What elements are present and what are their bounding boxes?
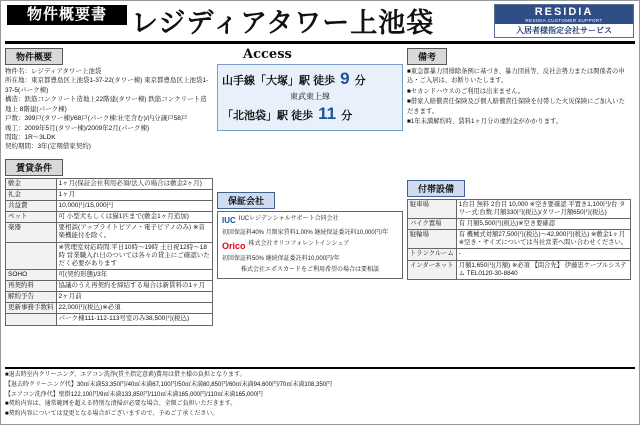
middle-column bbox=[217, 47, 403, 326]
document-header bbox=[1, 1, 639, 41]
walk-minutes: 11 bbox=[318, 104, 337, 123]
residia-logo bbox=[494, 4, 634, 38]
table-row: 更新事務手数料 22,000円(税込)※必須 bbox=[6, 303, 213, 314]
section-heading-remarks: 備考 bbox=[407, 48, 447, 65]
list-item: ■契約内容については変更となる場合がございますので、予めご了承ください。 bbox=[5, 411, 219, 418]
logo-brand: RESIDIA bbox=[534, 6, 594, 18]
access-row: 山手線「大塚」駅 徒歩 9 分 bbox=[222, 69, 366, 88]
table-row: 楽器 要相談(アップライトピアノ・電子ピアノのみ) ※音楽機能付を除く。 bbox=[6, 223, 213, 242]
guarantee-terms: 初回保証料40% 月額家賃料1.00% 継続保証委託料10,000円/年 bbox=[222, 229, 389, 236]
section-heading-outline: 物件概要 bbox=[5, 48, 63, 65]
list-item: ■退去時室内クリーニング、エアコン洗浄(賃主指定意素)費用は借主様の負担となります。 bbox=[5, 372, 246, 379]
table-row: 再契約料 協議のうえ再契約を締結する場合は新賃料の1ヶ月 bbox=[6, 281, 213, 292]
table-row: 礼金 1ヶ月 bbox=[6, 189, 213, 200]
list-item: ■セカンドハウスのご利用は出来ません。 bbox=[407, 87, 525, 95]
table-row: 解約予告 2ヶ月前 bbox=[6, 292, 213, 303]
guarantee-box bbox=[217, 211, 403, 279]
logo-service-label: 入居者様指定会社サービス bbox=[495, 24, 633, 37]
section-heading-guarantee: 保証会社 bbox=[217, 192, 275, 209]
list-item: 【退去時クリーニング代】30㎡未満53,350円/40㎡未満67,100円/50㎡未満80,850円/60㎡未満94,600円/70㎡未満108,350円 bbox=[5, 381, 333, 388]
list-item: ■1年未満解約時、賃料1ヶ月分の違約金がかかります。 bbox=[407, 118, 563, 126]
guarantee-entry: IUC IUCレジデンシャルサポート合同会社 bbox=[222, 216, 339, 225]
access-row: 「北池袋」駅 徒歩 11 分 bbox=[222, 104, 353, 123]
table-row: 駐輪場 有 機械式対額27,500円(税込)～42,900円(税込) ※敷金1ヶ月 ※空き・サイズについては当社営業へ問い合わせください。 bbox=[408, 230, 631, 249]
orico-logo: Orico bbox=[222, 241, 246, 252]
outline-row: 物件名：レジディアタワー上池袋 bbox=[5, 68, 102, 75]
table-row: 駐車場 1台目 無料 2台目 10,000 ※空き要確認 平置き1,100円/台 タワー式:台数:月額330円(税込)/タワー月額650円(税込) bbox=[408, 199, 631, 218]
section-heading-fees: 賃貸条件 bbox=[5, 159, 63, 176]
outline-list bbox=[5, 67, 213, 152]
table-row: ※管理室対応時間:平日10時～19時 土日祝12時～18時 営業職入れ日のついては各々の貸主にご確認いただく必要があります bbox=[6, 242, 213, 269]
footer-divider bbox=[5, 367, 635, 369]
table-row: インターネット 月額1,650円(月額) ※必須 【問合先】 伊藤忠ケーブルシステム TEL0120-30-8840 bbox=[408, 260, 631, 279]
guarantee-note: 株式会社エポスカードをご利用希望の場合は要相談 bbox=[240, 267, 379, 274]
outline-row: 契約期間：3年(定期借家契約) bbox=[5, 143, 91, 151]
outline-row: 間取：1R～3LDK bbox=[5, 133, 56, 141]
logo-subtitle: RESIDIA CUSTOMER SUPPORT bbox=[525, 18, 603, 23]
walk-minutes: 9 bbox=[340, 69, 350, 88]
right-column bbox=[407, 47, 631, 326]
table-row: SOHO 可(契約形態)/3年 bbox=[6, 269, 213, 280]
table-row: トランクルーム - bbox=[408, 249, 631, 260]
table-row: パーク棟111-112-113号室のみ38,500円(税込) bbox=[6, 314, 213, 325]
guarantee-terms: 初回保証料50% 継続保証委託料10,000円/年 bbox=[222, 256, 340, 263]
table-row: 共益費 10,000円/15,000円 bbox=[6, 201, 213, 212]
outline-row: 構造：鉄筋コンクリート造地上22階建(タワー棟) 鉄筋コンクリート造地上 8階建(パーク棟) bbox=[5, 96, 207, 113]
table-row: バイク置場 有 月額5,500円(税込)※空き要確認 bbox=[408, 218, 631, 229]
outline-row: 戸数：399戸(タワー棟)/68戸(パーク棟:社宅含む)/内分譲戸58戸 bbox=[5, 115, 188, 123]
footer-notes bbox=[5, 367, 635, 420]
section-heading-access: Access bbox=[243, 47, 292, 62]
access-sub-line: 東武東上線 bbox=[290, 92, 330, 101]
outline-row: 竣工：2009年5月(タワー棟)/2009年2月(パーク棟) bbox=[5, 124, 150, 132]
content-columns bbox=[1, 44, 639, 326]
access-box bbox=[217, 64, 403, 131]
list-item: ■借家人賠償責任保険及び個人賠償責任保険を付帯した火災保険にご加入いただきます。 bbox=[407, 98, 625, 115]
outline-row: 所在地：東京都豊島区上池袋1-37-22(タワー棟) 東京都豊島区上池袋1-37-5(パーク棟) bbox=[5, 77, 209, 94]
section-heading-facilities: 付帯設備 bbox=[407, 180, 465, 197]
page-title: レジディアタワー上池袋 bbox=[131, 8, 435, 39]
guarantee-entry: Orico 株式会社オリコフォレントインシュア bbox=[222, 240, 398, 253]
left-column bbox=[5, 47, 213, 326]
list-item: ■契約内容は、通常範囲を超える特別な清掃が必要な場合、全額ご負担いただきます。 bbox=[5, 401, 237, 408]
list-item: ■東急都暴力団排除条例に基づき、暴力団員等、反社会勢力または関係者の申込・ご入居は、お断りいたします。 bbox=[407, 68, 625, 85]
table-row: 敷金 1ヶ月(保証会社利用必須/法人の場合は敷金2ヶ月) bbox=[6, 178, 213, 189]
list-item: 【エアコン洗浄代】壁掛122,100円/9㎡未満133,850円/110㎡未満165,000円/110㎡未満165,000円 bbox=[5, 391, 263, 398]
header-badge: 物件概要書 bbox=[7, 5, 127, 25]
facilities-table bbox=[407, 199, 631, 280]
iuc-logo: IUC bbox=[222, 216, 236, 225]
table-row: ペット 可 小型犬もしくは猫1匹まで(敷金1ヶ月追加) bbox=[6, 212, 213, 223]
remarks-list bbox=[407, 67, 631, 127]
fees-table bbox=[5, 178, 213, 326]
